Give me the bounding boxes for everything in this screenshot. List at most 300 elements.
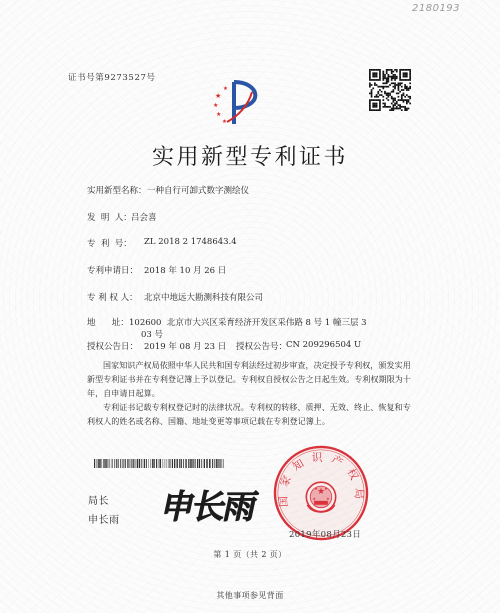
qr-module	[387, 94, 389, 96]
qr-module	[382, 103, 384, 105]
qr-module	[379, 69, 381, 71]
certificate-number: 证书号第9273527号	[68, 73, 156, 83]
qr-module	[391, 71, 393, 73]
barcode-bar	[139, 459, 140, 468]
qr-module	[386, 72, 388, 74]
qr-module	[404, 99, 406, 101]
qr-module	[401, 82, 403, 84]
barcode-bar	[137, 459, 139, 468]
barcode-bar	[190, 459, 191, 468]
qr-module	[393, 104, 395, 106]
barcode-bar	[104, 459, 105, 468]
barcode-bar	[223, 459, 224, 468]
qr-module	[393, 98, 395, 100]
qr-module	[399, 104, 401, 106]
logo-star-icon: ★	[222, 119, 227, 125]
qr-module	[396, 93, 398, 95]
qr-module	[403, 72, 405, 74]
qr-module	[408, 79, 410, 81]
qr-module	[393, 109, 395, 111]
field-name-label: 实用新型名称：	[87, 186, 147, 196]
qr-module	[387, 69, 389, 71]
qr-module	[393, 108, 395, 110]
qr-module	[403, 79, 405, 81]
qr-module	[386, 94, 388, 96]
handwritten-signature	[150, 478, 260, 528]
qr-module	[406, 103, 408, 105]
qr-module	[406, 108, 408, 110]
qr-module	[393, 89, 395, 91]
seal-text: 国家知识产权局	[276, 450, 366, 508]
qr-module	[408, 108, 410, 110]
qr-module	[393, 101, 395, 103]
qr-module	[371, 89, 373, 91]
qr-module	[389, 69, 391, 71]
qr-module	[391, 76, 393, 78]
qr-module	[381, 91, 383, 93]
qr-module	[409, 96, 411, 98]
qr-module	[398, 84, 400, 86]
qr-module	[404, 74, 406, 76]
qr-module	[403, 89, 405, 91]
qr-module	[369, 77, 371, 79]
qr-module	[404, 69, 406, 71]
qr-module	[374, 96, 376, 98]
barcode-bar	[179, 459, 180, 468]
qr-module	[396, 69, 398, 71]
qr-module	[376, 96, 378, 98]
qr-module	[391, 77, 393, 79]
qr-module	[379, 99, 381, 101]
qr-module	[393, 71, 395, 73]
barcode-bar	[185, 459, 186, 468]
barcode-bar	[135, 459, 136, 468]
qr-module	[389, 94, 391, 96]
barcode-bar	[98, 459, 99, 468]
qr-module	[374, 109, 376, 111]
qr-module	[404, 109, 406, 111]
qr-module	[409, 72, 411, 74]
qr-module	[376, 76, 378, 78]
qr-module	[382, 77, 384, 79]
qr-module	[391, 69, 393, 71]
barcode-bar	[112, 459, 113, 468]
qr-module	[369, 101, 371, 103]
barcode-bar	[199, 459, 200, 468]
barcode-bar	[195, 459, 196, 468]
qr-module	[369, 84, 371, 86]
qr-module	[401, 98, 403, 100]
qr-module	[374, 69, 376, 71]
qr-module	[406, 94, 408, 96]
qr-module	[386, 69, 388, 71]
qr-module	[408, 96, 410, 98]
barcode-bar	[204, 459, 205, 468]
qr-module	[399, 99, 401, 101]
barcode-bar	[106, 459, 107, 468]
qr-module	[369, 104, 371, 106]
qr-module	[401, 96, 403, 98]
logo-star-icon: ★	[223, 86, 228, 92]
qr-module	[382, 106, 384, 108]
qr-module	[369, 69, 371, 71]
qr-module	[409, 71, 411, 73]
qr-module	[393, 76, 395, 78]
barcode-bar	[123, 459, 124, 468]
qr-module	[406, 101, 408, 103]
qr-module	[372, 106, 374, 108]
qr-module	[398, 93, 400, 95]
qr-module	[387, 106, 389, 108]
barcode-bar	[171, 459, 172, 468]
qr-module	[409, 74, 411, 76]
qr-module	[371, 96, 373, 98]
field-address-value-cont: 03 号	[141, 330, 164, 340]
field-grant-no-label: 授权公告号：	[236, 342, 288, 352]
qr-module	[391, 72, 393, 74]
qr-module	[404, 96, 406, 98]
barcode-bar	[103, 459, 104, 468]
qr-module	[384, 76, 386, 78]
qr-module	[409, 86, 411, 88]
qr-code	[369, 69, 411, 111]
certificate-title: 实用新型专利证书	[151, 145, 348, 170]
field-inventor-value: 吕会喜	[131, 213, 157, 223]
qr-module	[389, 76, 391, 78]
qr-module	[371, 79, 373, 81]
barcode-bar	[160, 459, 161, 468]
field-patent-no-value: ZL 2018 2 1748643.4	[144, 237, 237, 247]
qr-module	[403, 93, 405, 95]
qr-module	[408, 101, 410, 103]
qr-module	[376, 106, 378, 108]
qr-module	[372, 72, 374, 74]
qr-module	[371, 94, 373, 96]
qr-module	[387, 79, 389, 81]
qr-module	[387, 86, 389, 88]
qr-module	[384, 77, 386, 79]
qr-module	[391, 108, 393, 110]
qr-module	[396, 77, 398, 79]
qr-module	[381, 86, 383, 88]
qr-module	[401, 94, 403, 96]
qr-module	[399, 82, 401, 84]
qr-module	[379, 77, 381, 79]
qr-module	[386, 71, 388, 73]
qr-module	[404, 72, 406, 74]
field-patentee-label: 专 利 权 人：	[87, 293, 138, 303]
field-patentee-value: 北京中地远大勘测科技有限公司	[144, 293, 264, 303]
qr-module	[394, 99, 396, 101]
qr-module	[376, 104, 378, 106]
qr-module	[404, 86, 406, 88]
qr-module	[404, 84, 406, 86]
qr-module	[394, 103, 396, 105]
field-address-value: 102600 北京市大兴区采育经济开发区采伟路 8 号 1 幢三层 3	[129, 318, 367, 328]
qr-module	[379, 86, 381, 88]
qr-module	[409, 79, 411, 81]
qr-module	[371, 91, 373, 93]
qr-module	[379, 76, 381, 78]
qr-module	[406, 87, 408, 89]
qr-module	[384, 91, 386, 93]
logo-star-icon: ★	[215, 92, 222, 100]
qr-module	[398, 99, 400, 101]
qr-module	[377, 69, 379, 71]
barcode-bar	[109, 459, 110, 468]
barcode-bar	[201, 459, 202, 468]
qr-module	[393, 86, 395, 88]
qr-module	[369, 76, 371, 78]
qr-module	[379, 109, 381, 111]
qr-module	[369, 72, 371, 74]
qr-module	[387, 74, 389, 76]
qr-module	[382, 82, 384, 84]
barcode-bar	[216, 459, 217, 468]
qr-module	[389, 84, 391, 86]
qr-module	[393, 74, 395, 76]
logo-star-icon: ★	[216, 111, 222, 118]
qr-module	[387, 96, 389, 98]
qr-module	[386, 106, 388, 108]
qr-module	[369, 71, 371, 73]
qr-module	[374, 82, 376, 84]
qr-module	[398, 82, 400, 84]
qr-module	[387, 77, 389, 79]
qr-module	[369, 109, 371, 111]
qr-module	[371, 84, 373, 86]
field-address-label: 地 址：	[87, 318, 129, 328]
barcode-bar	[118, 459, 119, 468]
qr-module	[386, 77, 388, 79]
field-grant-date-value: 2019 年 08 月 23 日	[144, 342, 227, 352]
qr-module	[394, 84, 396, 86]
qr-module	[403, 74, 405, 76]
qr-module	[371, 69, 373, 71]
qr-module	[401, 86, 403, 88]
qr-module	[374, 106, 376, 108]
qr-module	[398, 89, 400, 91]
qr-module	[391, 91, 393, 93]
qr-module	[394, 87, 396, 89]
qr-module	[394, 86, 396, 88]
handwritten-annotation: 2180193	[412, 3, 461, 14]
barcode-bar	[141, 459, 142, 468]
qr-module	[376, 74, 378, 76]
barcode-bar	[120, 459, 121, 468]
qr-module	[391, 82, 393, 84]
qr-module	[374, 74, 376, 76]
qr-module	[372, 74, 374, 76]
qr-module	[396, 101, 398, 103]
qr-module	[374, 103, 376, 105]
qr-module	[406, 79, 408, 81]
barcode-bar	[152, 459, 153, 468]
qr-module	[401, 106, 403, 108]
qr-module	[386, 93, 388, 95]
qr-module	[394, 69, 396, 71]
barcode-bar	[163, 459, 164, 468]
page-number: 第 1 页（共 2 页）	[213, 550, 287, 559]
qr-module	[384, 106, 386, 108]
barcode-bar	[116, 459, 117, 468]
qr-module	[396, 103, 398, 105]
qr-module	[371, 109, 373, 111]
qr-module	[377, 91, 379, 93]
qr-module	[408, 69, 410, 71]
barcode-bar	[156, 459, 157, 468]
qr-module	[404, 87, 406, 89]
barcode-bar	[214, 459, 215, 468]
qr-module	[384, 86, 386, 88]
qr-module	[384, 82, 386, 84]
qr-module	[369, 93, 371, 95]
seal-date: 2019年08月23日	[289, 530, 362, 540]
barcode-bar	[133, 459, 134, 468]
qr-module	[404, 79, 406, 81]
qr-module	[382, 99, 384, 101]
qr-module	[376, 103, 378, 105]
qr-module	[404, 108, 406, 110]
qr-module	[399, 91, 401, 93]
qr-module	[409, 98, 411, 100]
qr-module	[401, 69, 403, 71]
qr-module	[372, 69, 374, 71]
qr-module	[376, 79, 378, 81]
qr-module	[369, 99, 371, 101]
qr-module	[406, 86, 408, 88]
qr-module	[379, 94, 381, 96]
qr-module	[384, 104, 386, 106]
qr-module	[384, 74, 386, 76]
qr-module	[372, 99, 374, 101]
qr-module	[377, 109, 379, 111]
qr-module	[382, 76, 384, 78]
qr-module	[371, 99, 373, 101]
qr-module	[403, 69, 405, 71]
qr-module	[409, 87, 411, 89]
qr-module	[391, 103, 393, 105]
svg-text:★: ★	[312, 495, 316, 501]
qr-module	[396, 76, 398, 78]
field-filing-date-label: 专利申请日：	[87, 266, 139, 276]
qr-module	[386, 81, 388, 83]
barcode-bar	[159, 459, 160, 468]
qr-module	[398, 86, 400, 88]
qr-module	[404, 106, 406, 108]
qr-module	[408, 87, 410, 89]
qr-module	[391, 109, 393, 111]
qr-module	[374, 79, 376, 81]
qr-module	[379, 89, 381, 91]
qr-module	[369, 79, 371, 81]
qr-module	[379, 104, 381, 106]
qr-module	[406, 72, 408, 74]
qr-module	[387, 76, 389, 78]
qr-module	[401, 79, 403, 81]
qr-module	[399, 72, 401, 74]
barcode	[94, 459, 226, 468]
qr-module	[393, 77, 395, 79]
qr-module	[389, 106, 391, 108]
qr-module	[371, 93, 373, 95]
qr-module	[382, 79, 384, 81]
barcode-bar	[114, 459, 115, 468]
qr-module	[394, 98, 396, 100]
qr-module	[399, 106, 401, 108]
qr-module	[376, 69, 378, 71]
qr-module	[396, 84, 398, 86]
qr-module	[409, 77, 411, 79]
qr-module	[401, 99, 403, 101]
qr-module	[369, 103, 371, 105]
qr-module	[379, 72, 381, 74]
qr-module	[377, 96, 379, 98]
qr-module	[386, 79, 388, 81]
qr-module	[396, 108, 398, 110]
qr-module	[374, 84, 376, 86]
qr-module	[394, 76, 396, 78]
qr-module	[379, 101, 381, 103]
qr-module	[396, 106, 398, 108]
qr-module	[372, 79, 374, 81]
qr-module	[406, 89, 408, 91]
barcode-bar	[99, 459, 100, 468]
qr-module	[409, 103, 411, 105]
logo-p-bowl	[234, 82, 255, 108]
qr-module	[398, 108, 400, 110]
qr-module	[389, 109, 391, 111]
qr-module	[379, 103, 381, 105]
field-inventor-label: 发 明 人：	[87, 213, 132, 223]
field-patent-no-label: 专 利 号：	[87, 239, 132, 249]
qr-module	[404, 76, 406, 78]
qr-module	[403, 99, 405, 101]
qr-module	[399, 79, 401, 81]
qr-module	[394, 77, 396, 79]
barcode-bar	[97, 459, 98, 468]
barcode-bar	[181, 459, 182, 468]
qr-module	[391, 98, 393, 100]
qr-module	[399, 76, 401, 78]
qr-module	[372, 76, 374, 78]
logo-star-icon: ★	[213, 102, 219, 109]
qr-module	[372, 104, 374, 106]
qr-module	[396, 71, 398, 73]
qr-module	[369, 106, 371, 108]
qr-module	[369, 82, 371, 84]
qr-module	[408, 89, 410, 91]
field-grant-no-value: CN 209296504 U	[286, 340, 362, 350]
field-name-value: 一种自行可卸式数字测绘仪	[147, 186, 250, 196]
qr-module	[376, 94, 378, 96]
barcode-bar	[217, 459, 218, 468]
svg-text:★: ★	[314, 486, 318, 492]
qr-module	[409, 76, 411, 78]
barcode-bar	[127, 459, 128, 468]
barcode-bar	[212, 459, 213, 468]
qr-module	[377, 79, 379, 81]
qr-module	[403, 76, 405, 78]
barcode-bar	[197, 459, 198, 468]
qr-module	[379, 79, 381, 81]
qr-module	[377, 93, 379, 95]
qr-module	[403, 101, 405, 103]
barcode-bar	[183, 459, 184, 468]
qr-module	[391, 79, 393, 81]
barcode-bar	[219, 459, 220, 468]
barcode-bar	[174, 459, 175, 468]
